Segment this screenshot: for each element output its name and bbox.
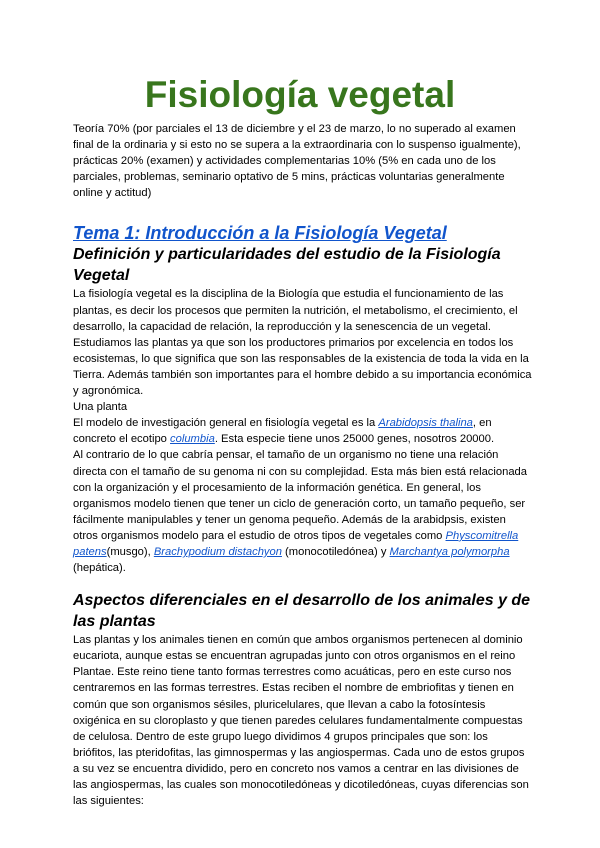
para2-text-c: . Esta especie tiene unos 25000 genes, nosotros 20000. xyxy=(214,433,495,446)
brachypodium-link[interactable]: Brachypodium distachyon xyxy=(153,545,282,558)
tema1-heading[interactable]: Tema 1: Introducción a la Fisiología Vegetal xyxy=(73,223,447,244)
section1-paragraph-2 xyxy=(73,415,533,447)
section1-line-planta: Una planta xyxy=(73,401,128,414)
page-title: Fisiología vegetal xyxy=(144,74,456,115)
columbia-link[interactable]: columbia xyxy=(170,433,215,446)
para2-text-a: El modelo de investigación general en fisiología vegetal es la xyxy=(73,417,379,430)
marchantya-link[interactable]: Marchantya polymorpha xyxy=(389,545,510,558)
para2-text-b: , en concreto el ecotipo xyxy=(73,417,492,446)
para3-text-d: (hepática). xyxy=(73,562,126,575)
para3-text-a: Al contrario de lo que cabría pensar, el tamaño de un organismo no tiene una relación directa con el tamaño de su genoma ni con su complejidad. Esta más bien está relacionada con la organización y el procesamiento de la información genética. En general, los organismos modelo tienen que tener un ciclo de generación corto, un tamaño pequeño, ser fácilmente manipulables y tener un genoma pequeño. Además de la arabidpsis, existen otros organismos modelo para el estudio de otros tipos de vegetales como xyxy=(73,449,527,542)
section1-paragraph-3 xyxy=(73,447,533,576)
document-body xyxy=(73,121,533,809)
arabidopsis-link[interactable]: Arabidopsis thalina xyxy=(378,417,473,430)
physcomitrella-link[interactable]: Physcomitrella patens xyxy=(73,529,519,558)
section1-paragraph-1: La fisiología vegetal es la disciplina de la Biología que estudia el funcionamiento de las plantas, es decir los procesos que permiten la nutrición, el metabolismo, el crecimiento, el desarrollo, la capacidad de relación, la reproducción y la senescencia de un vegetal. Estudiamos las plantas ya que son los productores primarios por excelencia en todos los ecosistemas, lo que significa que son las responsables de la existencia de toda la vida en la Tierra. Además también son importantes para el hombre debido a su importancia económica y agronómica. xyxy=(73,288,532,398)
section2-paragraph-1: Las plantas y los animales tienen en común que ambos organismos pertenecen al dominio eucariota, aunque estas se encuentran agrupadas junto con otros organismos en el reino Plantae. Este reino tiene tanto formas terrestres como acuáticas, pero en este curso nos centraremos en las formas terrestres. Estas reciben el nombre de embriofitas y tienen en común que son organismos sésiles, pluricelulares, que llevan a cabo la fotosíntesis oxigénica en su cloroplasto y que tienen paredes celulares fundamentalmente compuestas de celulosa. Dentro de este grupo luego dividimos 4 grupos principales que son: los briófitos, las pteridofitas, las gimnospermas y las angiospermas. Cada uno de estos grupos a su vez se encuentra dividido, pero en concreto nos vamos a centrar en las divisiones de las angiospermas, las cuales son monocotiledóneas y dicotiledóneas, cuyas diferencias son las siguientes: xyxy=(73,634,529,808)
para3-text-c: (monocotiledónea) y xyxy=(281,545,390,558)
para3-text-b: (musgo), xyxy=(106,545,154,558)
intro-paragraph: Teoría 70% (por parciales el 13 de diciembre y el 23 de marzo, lo no superado al examen final de la ordinaria y si esto no se supera a la extraordinaria con lo suspenso igualmente), prácticas 20% (examen) y actividades complementarias 10% (5% en cada uno de los parciales, problemas, seminario optativo de 5 mins, prácticas voluntarias generalmente online y actitud) xyxy=(73,123,521,200)
section2-heading: Aspectos diferenciales en el desarrollo de los animales y de las plantas xyxy=(73,592,531,631)
section1-heading: Definición y particularidades del estudio de la Fisiología Vegetal xyxy=(73,246,501,285)
